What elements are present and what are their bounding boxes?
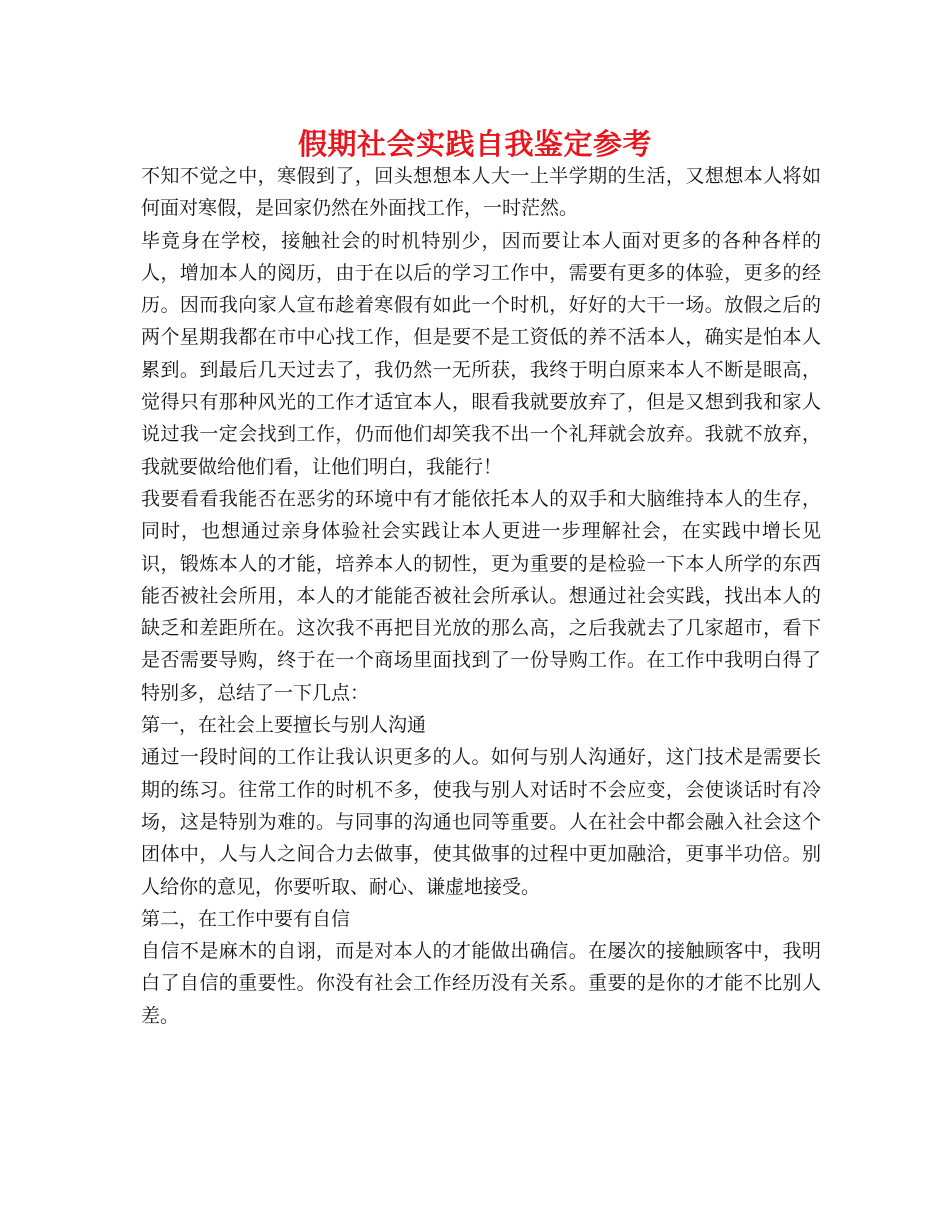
paragraph-intro: 不知不觉之中，寒假到了，回头想想本人大一上半学期的生活，又想想本人将如何面对寒假，是回家仍然在外面找工作，一时茫然。: [141, 165, 821, 220]
document-title: 假期社会实践自我鉴定参考: [297, 127, 652, 161]
paragraph-communication: 通过一段时间的工作让我认识更多的人。如何与别人沟通好，这门技术是需要长期的练习。往常工作的时机不多，使我与别人对话时不会应变，会使谈话时有冷场，这是特别为难的。与同事的沟通也同等重要。人在社会中都会融入社会这个团体中，人与人之间合力去做事，使其做事的过程中更加融洽，更事半功倍。别人给你的意见，你要听取、耐心、谦虚地接受。: [141, 746, 821, 898]
heading-point-two: 第二，在工作中要有自信: [141, 907, 351, 930]
heading-point-one: 第一，在社会上要擅长与别人沟通: [141, 714, 427, 737]
paragraph-job-search: 毕竟身在学校，接触社会的时机特别少，因而要让本人面对更多的各种各样的人，增加本人的阅历，由于在以后的学习工作中，需要有更多的体验，更多的经历。因而我向家人宣布趁着寒假有如此一个时机，好好的大干一场。放假之后的两个星期我都在市中心找工作，但是要不是工资低的养不活本人，确实是怕本人累到。到最后几天过去了，我仍然一无所获，我终于明白原来本人不断是眼高，觉得只有那种风光的工作才适宜本人，眼看我就要放弃了，但是又想到我和家人说过我一定会找到工作，仍而他们却笑我不出一个礼拜就会放弃。我就不放弃，我就要做给他们看，让他们明白，我能行！: [141, 229, 821, 478]
paragraph-purpose: 我要看看我能否在恶劣的环境中有才能依托本人的双手和大脑维持本人的生存，同时，也想通过亲身体验社会实践让本人更进一步理解社会，在实践中增长见识，锻炼本人的才能，培养本人的韧性，更为重要的是检验一下本人所学的东西能否被社会所用，本人的才能能否被社会所承认。想通过社会实践，找出本人的缺乏和差距所在。这次我不再把目光放的那么高，之后我就去了几家超市，看下是否需要导购，终于在一个商场里面找到了一份导购工作。在工作中我明白得了特别多，总结了一下几点：: [141, 487, 821, 704]
document-body: [141, 160, 821, 1032]
paragraph-confidence: 自信不是麻木的自诩，而是对本人的才能做出确信。在屡次的接触顾客中，我明白了自信的重要性。你没有社会工作经历没有关系。重要的是你的才能不比别人差。: [141, 940, 821, 1027]
